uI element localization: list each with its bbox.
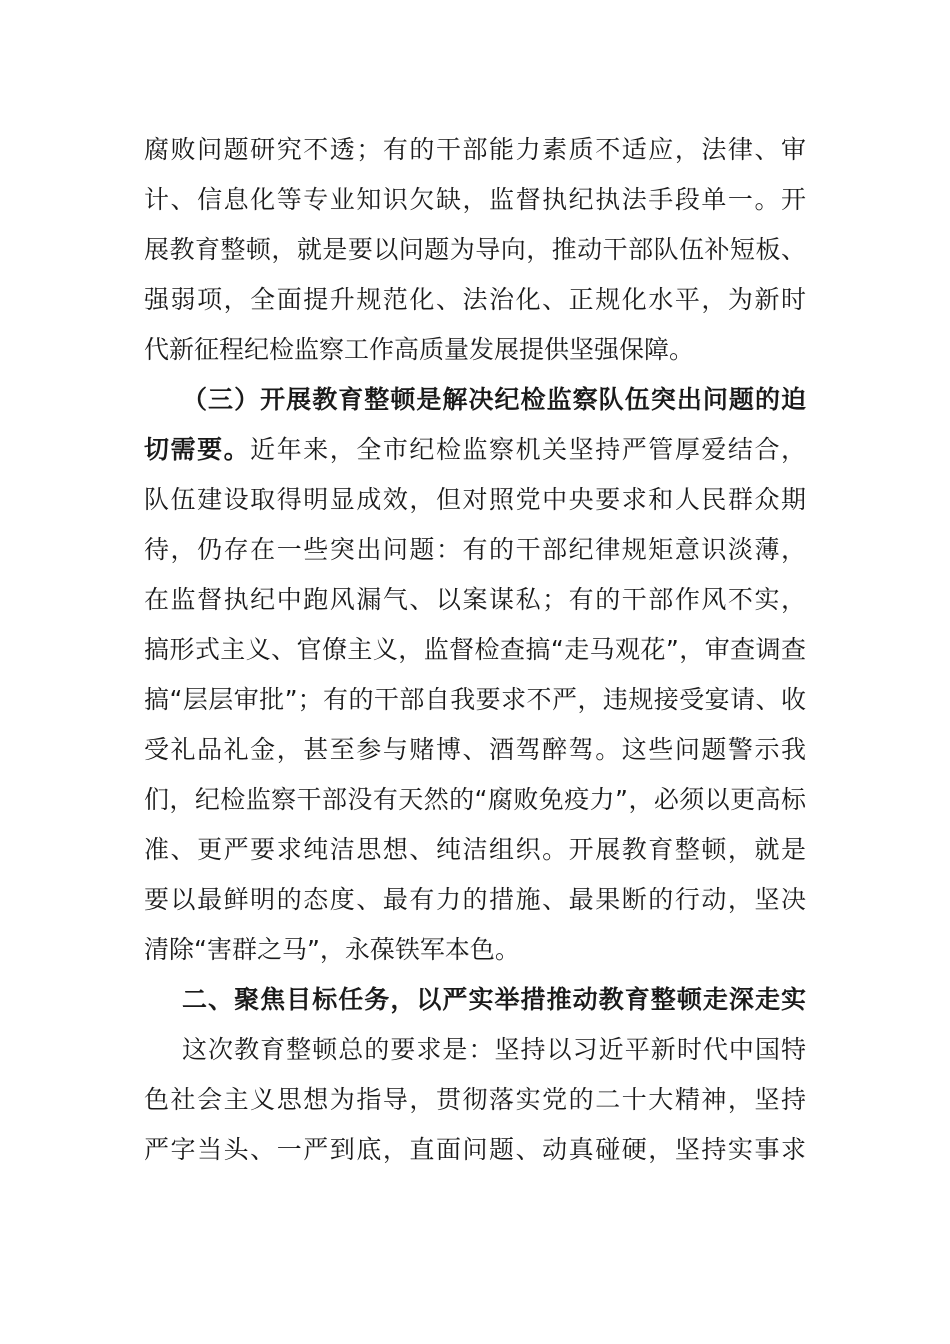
text-line: 切需要。近年来，全市纪检监察机关坚持严管厚爱结合， [144,435,806,464]
text-line: 待，仍存在一些突出问题：有的干部纪律规矩意识淡薄， [144,535,806,564]
section-heading-line [144,375,806,425]
text-line: 代新征程纪检监察工作高质量发展提供坚强保障。 [144,335,695,364]
text-line: 腐败问题研究不透；有的干部能力素质不适应，法律、审 [144,135,806,164]
chapter-heading: 二、聚焦目标任务，以严实举措推动教育整顿走深走实 [182,985,806,1014]
text-line: 队伍建设取得明显成效，但对照党中央要求和人民群众期 [144,485,806,514]
text-line: 们，纪检监察干部没有天然的“腐败免疫力”，必须以更高标 [144,785,806,814]
text-line: 这次教育整顿总的要求是：坚持以习近平新时代中国特 [182,1035,806,1064]
chapter-heading-line [144,975,806,1025]
text-line: 清除“害群之马”，永葆铁军本色。 [144,935,520,964]
document-body [144,125,806,1175]
text-line: 严字当头、一严到底，直面问题、动真碰硬，坚持实事求 [144,1135,806,1164]
text-line: 计、信息化等专业知识欠缺，监督执纪执法手段单一。开 [144,185,806,214]
text-line: 受礼品礼金，甚至参与赌博、酒驾醉驾。这些问题警示我 [144,735,806,764]
text-line: 搞“层层审批”；有的干部自我要求不严，违规接受宴请、收 [144,685,806,714]
text-line: 展教育整顿，就是要以问题为导向，推动干部队伍补短板、 [144,235,806,264]
text-line: 强弱项，全面提升规范化、法治化、正规化水平，为新时 [144,285,806,314]
section-heading-end: 切需要。 [144,435,251,464]
text-line: 要以最鲜明的态度、最有力的措施、最果断的行动，坚决 [144,885,806,914]
text-line: 准、更严要求纯洁思想、纯洁组织。开展教育整顿，就是 [144,835,806,864]
text-line: 搞形式主义、官僚主义，监督检查搞“走马观花”，审查调查 [144,635,806,664]
text-line: 色社会主义思想为指导，贯彻落实党的二十大精神，坚持 [144,1085,806,1114]
section-heading: （三）开展教育整顿是解决纪检监察队伍突出问题的迫 [182,385,806,414]
text-line: 在监督执纪中跑风漏气、以案谋私；有的干部作风不实， [144,585,806,614]
